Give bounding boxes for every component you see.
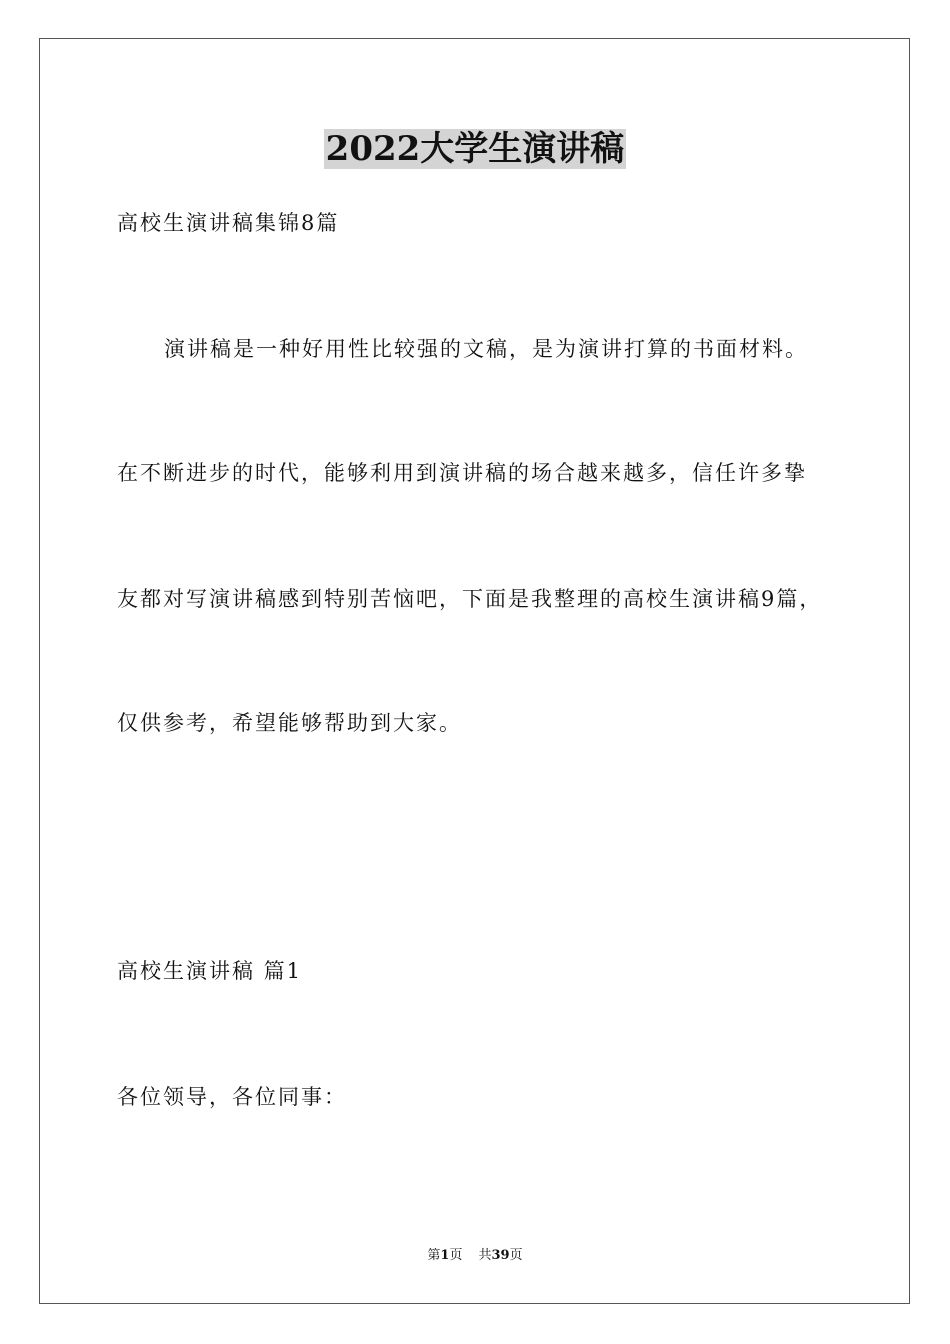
footer-page-number: 1 [440,1248,450,1263]
page-footer [0,1246,950,1266]
section-heading: 高校生演讲稿 篇1 [117,959,303,983]
intro-line-2: 在不断进步的时代，能够利用到演讲稿的场合越来越多，信任许多挚 [117,461,807,485]
intro-line-3: 友都对写演讲稿感到特别苦恼吧，下面是我整理的高校生演讲稿9篇， [117,587,823,611]
footer-total-suffix: 页 [509,1248,523,1263]
greeting-line: 各位领导，各位同事： [117,1085,347,1109]
intro-line-4: 仅供参考，希望能够帮助到大家。 [117,711,462,735]
document-subtitle: 高校生演讲稿集锦8篇 [117,211,340,235]
document-title [0,126,950,172]
document-title-text: 2022大学生演讲稿 [325,129,625,169]
intro-line-1: 演讲稿是一种好用性比较强的文稿，是为演讲打算的书面材料。 [164,337,808,361]
footer-page-prefix: 第 [427,1248,441,1263]
footer-page-suffix: 页 [449,1248,463,1263]
footer-total-pages: 39 [491,1248,510,1263]
footer-total-prefix: 共 [478,1248,492,1263]
